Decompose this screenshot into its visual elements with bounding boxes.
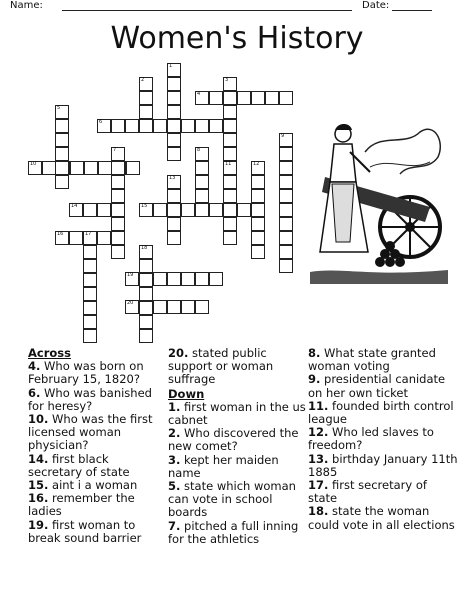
crossword-cell[interactable] <box>55 133 69 147</box>
crossword-cell[interactable] <box>279 203 293 217</box>
crossword-cell[interactable] <box>167 105 181 119</box>
crossword-cell[interactable] <box>167 91 181 105</box>
crossword-cell[interactable] <box>223 105 237 119</box>
crossword-cell[interactable] <box>111 119 125 133</box>
crossword-cell[interactable] <box>279 259 293 273</box>
clue-across-19: 19. first woman to break sound barrier <box>28 517 142 545</box>
crossword-cell[interactable] <box>111 203 125 217</box>
crossword-cell[interactable] <box>42 161 56 175</box>
crossword-cell[interactable] <box>69 231 83 245</box>
crossword-cell[interactable] <box>139 91 153 105</box>
crossword-cell[interactable] <box>279 161 293 175</box>
crossword-cell[interactable] <box>209 272 223 286</box>
crossword-cell[interactable] <box>126 161 140 175</box>
crossword-cell[interactable] <box>55 161 69 175</box>
grid-clue-number: 13 <box>169 175 176 181</box>
crossword-cell[interactable] <box>139 105 153 119</box>
crossword-cell[interactable] <box>279 231 293 245</box>
crossword-cell[interactable] <box>279 91 293 105</box>
crossword-cell[interactable] <box>139 259 153 273</box>
crossword-cell[interactable] <box>167 231 181 245</box>
crossword-cell[interactable] <box>167 272 181 286</box>
crossword-cell[interactable] <box>111 245 125 259</box>
clue-down-12: 12. Who led slaves to freedom? <box>308 425 434 453</box>
clues-column-2 <box>168 347 306 546</box>
crossword-cell[interactable] <box>251 91 265 105</box>
crossword-cell[interactable] <box>83 259 97 273</box>
crossword-cell[interactable] <box>251 217 265 231</box>
crossword-cell[interactable] <box>111 189 125 203</box>
crossword-cell[interactable] <box>55 119 69 133</box>
crossword-cell[interactable] <box>55 147 69 161</box>
clue-down-17: 17. first secretary of state <box>308 478 427 506</box>
crossword-cell[interactable] <box>265 91 279 105</box>
clue-across-20: 20. stated public support or woman suffrage <box>168 346 274 387</box>
crossword-cell[interactable] <box>167 203 181 217</box>
crossword-cell[interactable] <box>111 161 125 175</box>
grid-clue-number: 15 <box>141 203 148 209</box>
grid-clue-number: 19 <box>127 272 134 278</box>
crossword-cell[interactable] <box>223 133 237 147</box>
crossword-cell[interactable] <box>251 231 265 245</box>
crossword-cell[interactable] <box>223 189 237 203</box>
crossword-cell[interactable] <box>195 161 209 175</box>
crossword-cell[interactable] <box>97 203 111 217</box>
across-heading: Across <box>28 346 71 360</box>
crossword-cell[interactable] <box>167 217 181 231</box>
name-label: Name: <box>10 0 43 11</box>
crossword-cell[interactable] <box>167 189 181 203</box>
crossword-cell[interactable] <box>139 315 153 329</box>
clue-across-4: 4. Who was born on February 15, 1820? <box>28 359 144 387</box>
clue-down-11: 11. founded birth control league <box>308 398 454 427</box>
clue-down-3: 3. kept her maiden name <box>168 452 279 480</box>
grid-clue-number: 2 <box>141 77 145 83</box>
crossword-cell[interactable] <box>97 231 111 245</box>
crossword-cell[interactable] <box>195 175 209 189</box>
crossword-cell[interactable] <box>209 203 223 217</box>
crossword-cell[interactable] <box>111 231 125 245</box>
crossword-cell[interactable] <box>181 203 195 217</box>
clue-down-9: 9. presidential canidate on her own ticket <box>308 372 446 400</box>
crossword-cell[interactable] <box>223 203 237 217</box>
crossword-cell[interactable] <box>223 231 237 245</box>
crossword-cell[interactable] <box>153 203 167 217</box>
grid-clue-number: 9 <box>281 133 285 139</box>
crossword-cell[interactable] <box>237 203 251 217</box>
grid-clue-number: 18 <box>141 245 148 251</box>
crossword-cell[interactable] <box>153 119 167 133</box>
grid-clue-number: 16 <box>57 231 64 237</box>
clues-column-3 <box>308 347 458 532</box>
crossword-cell[interactable] <box>209 119 223 133</box>
grid-clue-number: 12 <box>253 161 260 167</box>
crossword-cell[interactable] <box>223 147 237 161</box>
crossword-cell[interactable] <box>279 175 293 189</box>
crossword-cell[interactable] <box>153 272 167 286</box>
grid-clue-number: 5 <box>57 105 61 111</box>
crossword-cell[interactable] <box>279 217 293 231</box>
crossword-cell[interactable] <box>195 189 209 203</box>
clues-column-1 <box>28 347 163 545</box>
grid-clue-number: 4 <box>197 91 201 97</box>
crossword-cell[interactable] <box>279 245 293 259</box>
crossword-cell[interactable] <box>83 315 97 329</box>
crossword-cell[interactable] <box>167 147 181 161</box>
crossword-cell[interactable] <box>70 161 84 175</box>
crossword-cell[interactable] <box>55 175 69 189</box>
crossword-cell[interactable] <box>111 175 125 189</box>
crossword-cell[interactable] <box>139 301 153 315</box>
crossword-cell[interactable] <box>83 273 97 287</box>
clue-across-16: 16. remember the ladies <box>28 491 135 519</box>
crossword-cell[interactable] <box>167 133 181 147</box>
date-label: Date: <box>362 0 390 11</box>
crossword-cell[interactable] <box>195 119 209 133</box>
grid-clue-number: 6 <box>99 119 103 125</box>
grid-clue-number: 8 <box>197 147 201 153</box>
clue-across-15: 15. aint i a woman <box>28 478 138 493</box>
grid-clue-number: 3 <box>225 77 229 83</box>
clue-across-6: 6. Who was banished for heresy? <box>28 385 152 413</box>
crossword-cell[interactable] <box>139 119 153 133</box>
crossword-cell[interactable] <box>111 217 125 231</box>
grid-clue-number: 14 <box>71 203 78 209</box>
crossword-cell[interactable] <box>209 91 223 105</box>
woman-with-cannon-illustration <box>310 112 448 284</box>
crossword-cell[interactable] <box>223 217 237 231</box>
grid-clue-number: 17 <box>85 231 92 237</box>
crossword-cell[interactable] <box>223 91 237 105</box>
crossword-cell[interactable] <box>251 203 265 217</box>
crossword-cell[interactable] <box>83 301 97 315</box>
crossword-cell[interactable] <box>83 329 97 343</box>
crossword-cell[interactable] <box>195 300 209 314</box>
clue-down-7: 7. pitched a full inning for the athletics <box>168 518 299 546</box>
clue-down-1: 1. first woman in the us cabnet <box>168 399 306 428</box>
crossword-cell[interactable] <box>139 273 153 287</box>
grid-clue-number: 1 <box>169 63 173 69</box>
crossword-cell[interactable] <box>223 175 237 189</box>
crossword-cell[interactable] <box>139 329 153 343</box>
crossword-cell[interactable] <box>83 245 97 259</box>
grid-clue-number: 10 <box>30 161 37 167</box>
clue-down-18: 18. state the woman could vote in all elections <box>308 504 455 532</box>
down-heading: Down <box>168 386 205 401</box>
crossword-cell[interactable] <box>167 77 181 91</box>
crossword-cell[interactable] <box>223 119 237 133</box>
crossword-cell[interactable] <box>84 161 98 175</box>
crossword-cell[interactable] <box>251 189 265 203</box>
crossword-cell[interactable] <box>237 91 251 105</box>
crossword-cell[interactable] <box>167 119 181 133</box>
grid-clue-number: 20 <box>127 300 134 306</box>
crossword-cell[interactable] <box>195 272 209 286</box>
crossword-cell[interactable] <box>98 161 112 175</box>
clue-down-5: 5. state which woman can vote in school boards <box>168 479 296 520</box>
crossword-cell[interactable] <box>181 300 195 314</box>
crossword-cell[interactable] <box>251 175 265 189</box>
clue-across-10: 10. Who was the first licensed woman physician? <box>28 412 153 453</box>
crossword-cell[interactable] <box>181 119 195 133</box>
crossword-cell[interactable] <box>251 245 265 259</box>
crossword-cell[interactable] <box>279 189 293 203</box>
crossword-cell[interactable] <box>139 287 153 301</box>
crossword-cell[interactable] <box>181 272 195 286</box>
clue-down-13: 13. birthday January 11th 1885 <box>308 451 458 479</box>
crossword-cell[interactable] <box>83 287 97 301</box>
clue-down-2: 2. Who discovered the new comet? <box>168 426 299 454</box>
crossword-cell[interactable] <box>167 300 181 314</box>
crossword-cell[interactable] <box>83 203 97 217</box>
page-title: Women's History <box>110 21 364 56</box>
clue-down-8: 8. What state granted woman voting <box>308 346 436 374</box>
crossword-cell[interactable] <box>195 203 209 217</box>
grid-clue-number: 7 <box>113 147 117 153</box>
grid-clue-number: 11 <box>225 161 232 167</box>
crossword-cell[interactable] <box>125 119 139 133</box>
crossword-cell[interactable] <box>153 300 167 314</box>
crossword-cell[interactable] <box>279 147 293 161</box>
clue-across-14: 14. first black secretary of state <box>28 451 130 479</box>
